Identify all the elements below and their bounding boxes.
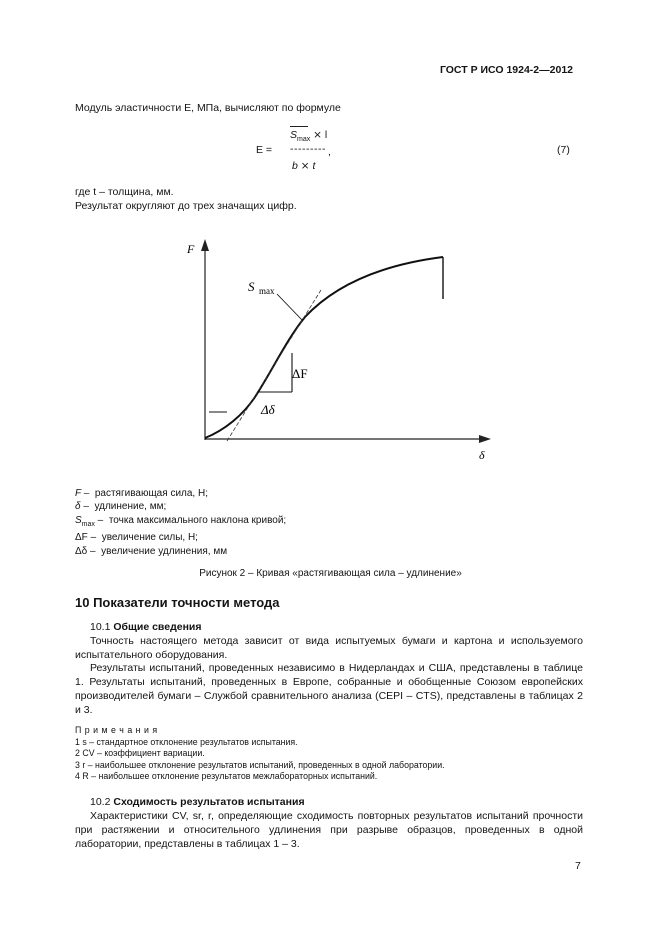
modulus-text: Модуль эластичности E, МПа, вычисляют по формуле [75, 102, 341, 114]
note-item: 3 r – наибольшее отклонение результатов испытаний, проведенных в одной лаборатории. [75, 759, 445, 770]
formula-s-sub: max [297, 136, 311, 144]
force-curve [205, 257, 443, 438]
smax-label: S [248, 279, 255, 294]
figure-caption: Рисунок 2 – Кривая «растягивающая сила – удлинение» [199, 568, 462, 579]
smax-leader [277, 294, 302, 320]
note-item: 4 R – наибольшее отклонение результатов межлабораторных испытаний. [75, 771, 378, 782]
formula-number: (7) [557, 144, 570, 156]
legend-item: Δδ – увеличение удлинения, мм [75, 545, 228, 557]
force-elongation-figure [175, 235, 505, 465]
formula-dash: --------- [290, 143, 326, 155]
page-number: 7 [575, 860, 581, 872]
paragraph-1: Точность настоящего метода зависит от вида испытуемых бумаги и картона и используемого испытательного оборудования. [75, 635, 583, 661]
legend-item: ΔF – увеличение силы, Н; [75, 532, 198, 544]
figure-legend [75, 487, 286, 558]
subsection-10-2: 10.2 Сходимость результатов испытания [90, 796, 305, 808]
note-item: 2 CV – коэффициент вариации. [75, 748, 205, 759]
formula-lhs: E = [256, 144, 273, 156]
delta-f-label: ΔF [292, 366, 308, 381]
delta-d-label: Δδ [261, 402, 275, 417]
where-text: где t – толщина, мм. [75, 186, 174, 198]
formula-denominator: b ⨯ t [292, 160, 316, 172]
legend-item: $S_{max}$ – точка максимального наклона кривой; [75, 514, 287, 528]
notes-title: П р и м е ч а н и я [75, 725, 158, 735]
x-axis-label: δ [479, 448, 485, 462]
rounding-text: Результат округляют до трех значащих цифр. [75, 200, 297, 212]
y-axis-label: F [187, 242, 195, 256]
formula-comma: , [328, 146, 331, 158]
note-item: 1 s – стандартное отклонение результатов испытания. [75, 736, 298, 747]
paragraph-2: Результаты испытаний, проведенных независимо в Нидерландах и США, представлены в таблице 1. Результаты испытаний, проведенных в Европе, собранные и обобщенные Союзом европейских производителей бумаги – Службой сравнительного анализа (CEPI – CTS), представлены в таблицах 2 и 3. [75, 662, 583, 716]
formula-overline [290, 126, 308, 127]
subsection-10-1: 10.1 Общие сведения [90, 621, 202, 633]
section-title: 10 Показатели точности метода [75, 595, 280, 610]
legend-item: δ – удлинение, мм; [75, 501, 167, 513]
formula-num-rest: ⨯ l [313, 129, 328, 141]
paragraph-3: Характеристики CV, sr, r, определяющие сходимость повторных результатов испытаний прочности при растяжении и относительного удлинения при разрыве образцов, проведенных в одной лаборатории, представлены в таблицах 1 – 3. [75, 810, 583, 850]
x-axis-arrow [479, 435, 491, 443]
y-axis-arrow [201, 239, 209, 251]
legend-item: F – растягивающая сила, Н; [75, 488, 208, 499]
smax-sub: max [259, 286, 275, 296]
document-header: ГОСТ Р ИСО 1924-2—2012 [439, 64, 573, 76]
notes-block [75, 725, 445, 783]
formula-s: S [290, 129, 298, 141]
